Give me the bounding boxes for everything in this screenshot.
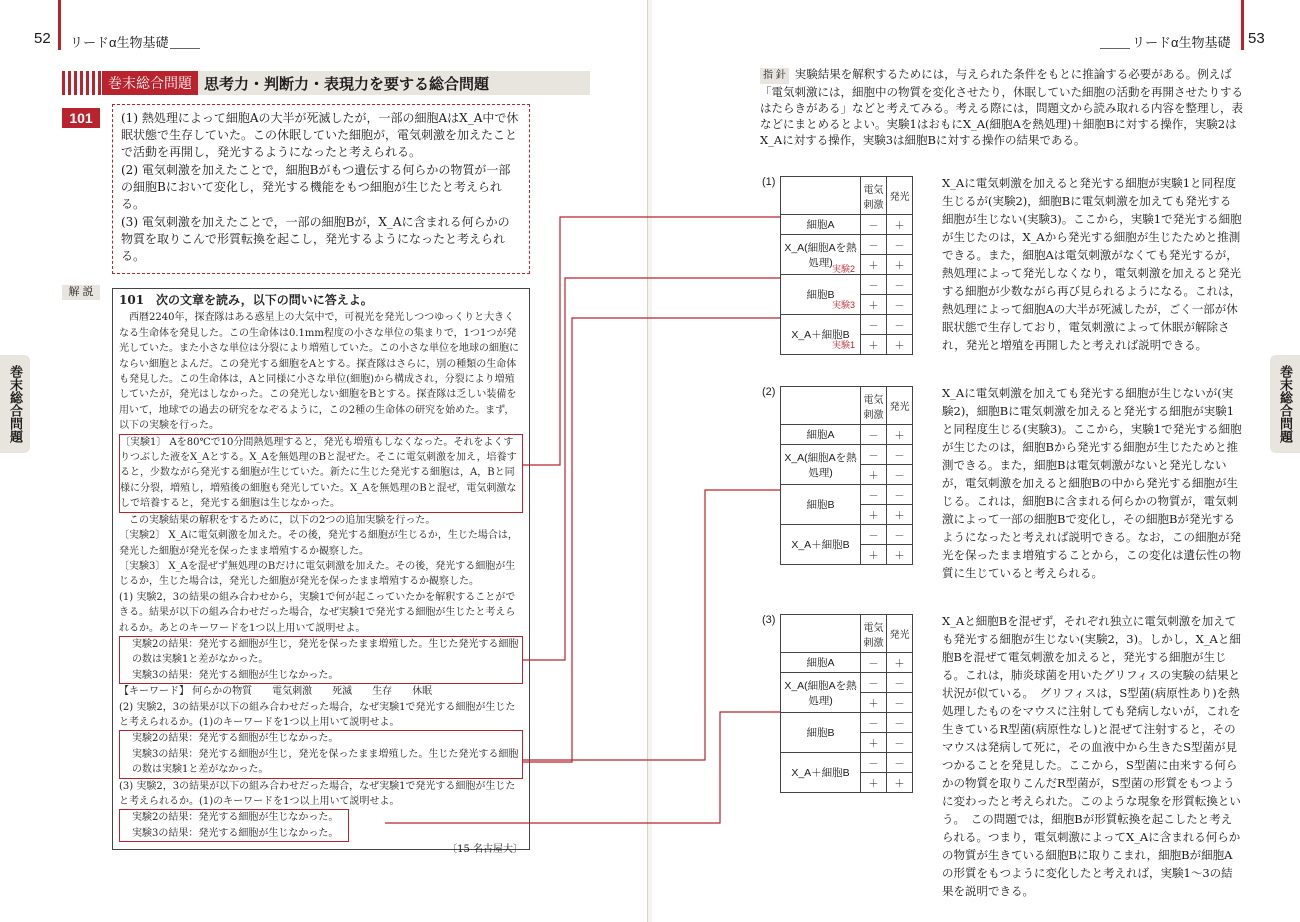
part-label-2: (2)	[762, 386, 776, 398]
row-xab: X_A＋細胞B	[781, 753, 861, 793]
row-xab: X_A＋細胞B	[781, 315, 861, 355]
explanation-1: X_Aに電気刺激を加えると発光する細胞が実験1と同程度生じるが(実験2)，細胞Bに電気刺激を加えても発光する細胞が生じない(実験3)。ここから，実験1で発光する細胞が生じたのは，X_Aから発光する細胞が生じたためと推測できる。また，細胞Aは電気刺激がなくても発光するが，熱処理によって発光しなくなり，電気刺激を加えると発光する細胞が少数ながら再び見られるようになる。これは，熱処理によって細胞Aの大半が死滅したが，ごく一部が休眠状態で生存しており，電気刺激によって休眠が解除され，発光と増殖を再開したと考えれば説明できる。	[942, 176, 1242, 352]
q3-result-3: 実験3の結果：発光する細胞が生じなかった。	[132, 827, 339, 839]
q3-result-2: 実験2の結果：発光する細胞が生じなかった。	[132, 812, 339, 824]
row-xa: X_A(細胞Aを熱処理)	[781, 673, 861, 713]
problem-mid: この実験結果の解釈をするために，以下の2つの追加実験を行った。	[119, 514, 436, 526]
col-stim: 電気刺激	[861, 177, 887, 215]
table-2: 電気刺激 発光 細胞A － ＋ X_A(細胞Aを熱処理) － － ＋ － 細胞B － － ＋ ＋ X_A＋細胞B － － ＋ ＋	[780, 386, 913, 565]
experiment-2: 〔実験2〕 X_Aに電気刺激を加えた。その後，発光する細胞が生じるか，生じた場合は，発光した細胞が発光を保ったまま増殖するか観察した。	[119, 530, 518, 557]
banner-tag: 巻末総合問題	[102, 71, 198, 95]
col-light: 発光	[887, 615, 913, 653]
right-side-tab: 巻末総合問題	[1270, 355, 1300, 453]
right-running-head: リードα生物基礎	[1132, 35, 1231, 50]
answer-1: (1) 熱処理によって細胞Aの大半が死滅したが，一部の細胞AはX_A中で休眠状態で生存していた。この休眠していた細胞が，電気刺激を加えたことで活動を再開し，発光するようになったと考えられる。	[121, 111, 519, 159]
table-1: 電気刺激 発光 細胞A － ＋ X_A(細胞Aを熱処理) － － ＋ ＋ 細胞B － － ＋ － X_A＋細胞B － － ＋ ＋	[780, 176, 913, 355]
col-light: 発光	[887, 177, 913, 215]
banner-title: 思考力・判断力・表現力を要する総合問題	[204, 75, 490, 93]
hint-tag: 指 針	[760, 68, 789, 84]
col-stim: 電気刺激	[861, 387, 887, 425]
row-cellB: 細胞B	[781, 713, 861, 753]
row-cellB: 細胞B	[781, 485, 861, 525]
left-side-tab: 巻末総合問題	[0, 355, 30, 453]
exp-label-1: 実験1	[832, 340, 856, 350]
row-cellA: 細胞A	[781, 653, 861, 673]
left-running-head: リードα生物基礎	[70, 35, 169, 50]
q2-result-3: 実験3の結果：発光する細胞が生じ，発光を保ったまま増殖した。生じた発光する細胞の数は実験1と差がなかった。	[132, 748, 519, 776]
row-cellB: 細胞B	[781, 275, 861, 315]
q2-result-2: 実験2の結果：発光する細胞が生じなかった。	[132, 733, 339, 745]
problem-text: 西暦2240年，探査隊はある惑星上の大気中で，可視光を発光しつつゆっくりと大きくなる生命体を発見した。この生命体は0.1mm程度の小さな単位の集まりで，1つ1つが発光していた。また小さな単位は分裂により増殖していた。この小さな単位を地球の細胞にならい細胞とよんだ。この発光する細胞をAとする。探査隊はさらに，別の種類の生命体も発見した。この生命体は，Aと同様に小さな単位(細胞)から構成され，分裂により増殖していたが，発光はしなかった。この発光しない細胞をBとする。探査隊は乏しい装備を用いて，地球での過去の研究をなぞるように，この2種の生命体の研究を始めた。まず，以下の実験を行った。	[119, 312, 519, 432]
row-xa: X_A(細胞Aを熱処理)	[781, 445, 861, 485]
keywords: 【キーワード】 何らかの物質 電気刺激 死滅 生存 休眠	[119, 686, 433, 698]
kaisetsu-label: 解 説	[62, 285, 100, 300]
experiment-3: 〔実験3〕 X_Aを混ぜず無処理のBだけに電気刺激を加えた。その後，発光する細胞が生じるか，生じた場合は，発光した細胞が発光を保ったまま増殖するか観察した。	[119, 560, 516, 588]
q1-result-3: 実験3の結果：発光する細胞が生じなかった。	[132, 669, 339, 681]
row-xab: X_A＋細胞B	[781, 525, 861, 565]
col-light: 発光	[887, 387, 913, 425]
right-page-number: 53	[1248, 30, 1265, 47]
q1-result-2: 実験2の結果：発光する細胞が生じ，発光を保ったまま増殖した。生じた発光する細胞の数は実験1と差がなかった。	[132, 638, 519, 666]
row-cellA: 細胞A	[781, 215, 861, 235]
left-page-number: 52	[34, 30, 51, 47]
question-2: (2) 実験2，3の結果が以下の組み合わせだった場合，なぜ実験1で発光する細胞が生じたと考えられるか。(1)のキーワードを1つ以上用いて説明せよ。	[119, 701, 516, 728]
source: 〔15 名古屋大〕	[447, 844, 523, 856]
answer-3: (3) 電気刺激を加えたことで，一部の細胞Bが，X_Aに含まれる何らかの物質を取りこんで形質転換を起こし，発光するようになったと考えられる。	[121, 215, 510, 263]
exp-label-3: 実験3	[832, 300, 856, 310]
problem-heading: 101 次の文章を読み，以下の問いに答えよ。	[119, 293, 373, 307]
row-cellA: 細胞A	[781, 425, 861, 445]
question-1: (1) 実験2，3の結果の組み合わせから，実験1で何が起こっていたかを解釈することができる。結果が以下の組み合わせだった場合，なぜ実験1で発光する細胞が生じたと考えられるか。あとのキーワードを1つ以上用いて説明せよ。	[119, 591, 516, 634]
part-label-3: (3)	[762, 614, 776, 626]
explanation-2: X_Aに電気刺激を加えても発光する細胞が生じないが(実験2)，細胞Bに電気刺激を加えると発光する細胞が実験1と同程度生じる(実験3)。ここから，実験1で発光する細胞が生じたのは，細胞Bから発光する細胞が生じたためと推測できる。また，細胞Bは電気刺激がないと発光しないが，電気刺激を加えると細胞Bの中から発光する細胞が生じる。これは，細胞Bに含まれる何らかの物質が，電気刺激によって一部の細胞Bで変化し，その細胞Bが発光するようになったと考えれば説明できる。なお，この細胞が発光を保ったまま増殖することから，この変化は遺伝性の物質に生じていると考えられる。	[942, 386, 1242, 580]
experiment-1: 〔実験1〕 Aを80℃で10分間熱処理すると，発光も増殖もしなくなった。それをよくすりつぶした液をX_Aとする。X_Aを無処理のBと混ぜた。そこに電気刺激を加え，培養すると，少数ながら発光する細胞が生じていた。新たに生じた発光する細胞は，A，Bと同様に分裂，増殖し，増殖後の細胞も発光していた。X_Aを無処理のBと混ぜ，電気刺激なしで培養すると，発光する細胞は生じなかった。	[119, 434, 523, 513]
question-3: (3) 実験2，3の結果が以下の組み合わせだった場合，なぜ実験1で発光する細胞が生じたと考えられるか。(1)のキーワードを1つ以上用いて説明せよ。	[119, 780, 516, 807]
answer-2: (2) 電気刺激を加えたことで，細胞Bがもつ遺伝する何らかの物質が一部の細胞Bにおいて変化し，発光する機能をもつ細胞が生じたと考えられる。	[121, 163, 511, 211]
hint-text: 実験結果を解釈するためには，与えられた条件をもとに推論する必要がある。例えば「電気刺激には，細胞中の物質を変化させたり，休眠していた細胞の活動を再開させたりするはたらきがある」などと考えてみる。考える際には，問題文から読み取れる内容を整理し，表などにまとめるとよい。実験1はおもにX_A(細胞Aを熱処理)＋細胞Bに対する操作，実験2はX_Aに対する操作，実験3は細胞Bに対する操作の結果である。	[760, 67, 1243, 147]
part-label-1: (1)	[762, 176, 776, 188]
row-xa: X_A(細胞Aを熱処理)	[781, 235, 861, 275]
question-number: 101	[62, 108, 100, 128]
exp-label-2: 実験2	[832, 264, 856, 274]
explanation-3: X_Aと細胞Bを混ぜず，それぞれ独立に電気刺激を加えても発光する細胞が生じない(実験2，3)。しかし，X_Aと細胞Bを混ぜて電気刺激を加えると，発光する細胞が生じる。これは，肺炎球菌を用いたグリフィスの実験の結果と状況が似ている。 グリフィスは，S型菌(病原性あり)を熱処理したものをマウスに注射しても発病しないが，これを生きているR型菌(病原性なし)と混ぜて注射すると，そのマウスは発病して死に，その血液中から生きたS型菌が見つかることを発見した。ここから，S型菌に由来する何らかの物質を取りこんだR型菌が，S型菌の形質をもつように変わったと考えられた。このような現象を形質転換という。 この問題では，細胞Bが形質転換を起こしたと考えられる。つまり，電気刺激によってX_Aに含まれる何らかの物質が生きている細胞Bに取りこまれ，細胞Bが細胞Aの形質をもつように変化したと考えれば，実験1〜3の結果を説明できる。	[942, 614, 1241, 898]
col-stim: 電気刺激	[861, 615, 887, 653]
table-3: 電気刺激 発光 細胞A － ＋ X_A(細胞Aを熱処理) － － ＋ － 細胞B － － ＋ － X_A＋細胞B － － ＋ ＋	[780, 614, 913, 793]
